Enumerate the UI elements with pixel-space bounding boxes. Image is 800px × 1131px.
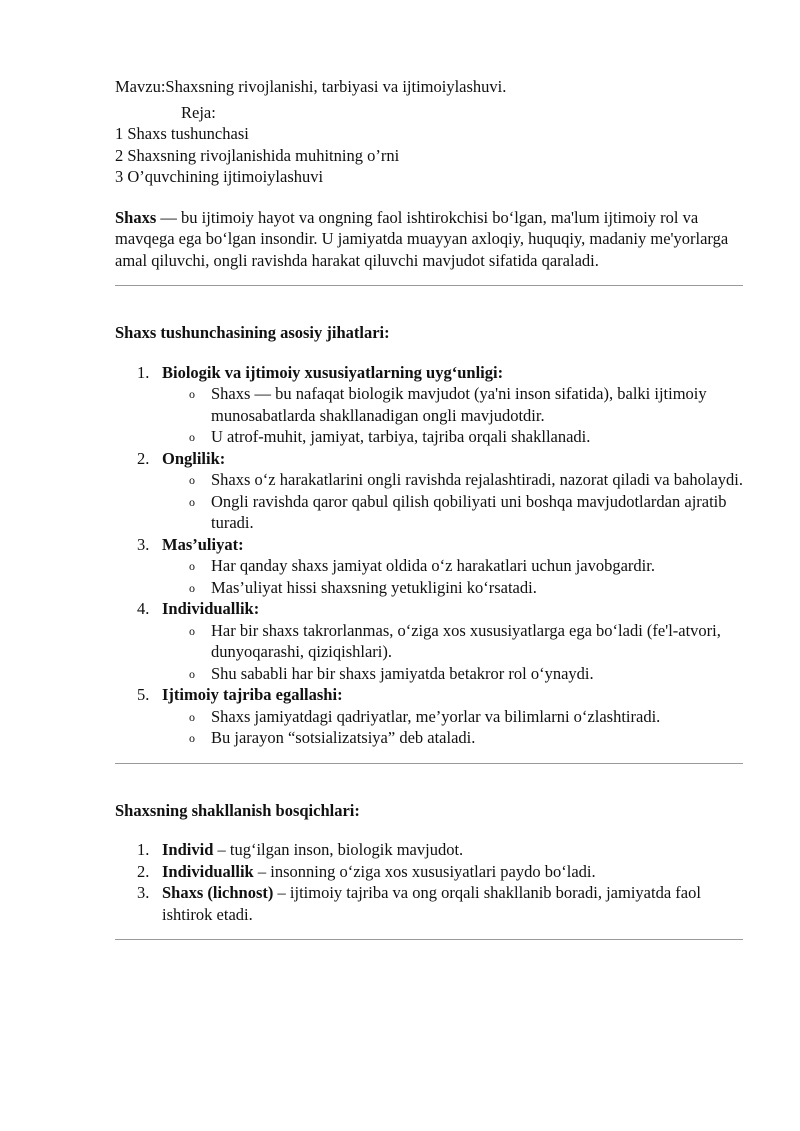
- sub-item: [162, 620, 743, 663]
- sub-item-text: Bu jarayon “sotsializatsiya” deb ataladi.: [211, 728, 476, 747]
- stages-list: [115, 839, 743, 925]
- list-item: [115, 882, 743, 925]
- sub-list: [162, 469, 743, 534]
- divider: [115, 763, 743, 764]
- item-text: – insonning o‘ziga xos xususiyatlari paydo bo‘ladi.: [253, 861, 596, 881]
- intro-term: Shaxs: [115, 207, 157, 227]
- plan-heading: [115, 102, 743, 124]
- item-number: 3.: [137, 883, 150, 902]
- plan-item: 1 Shaxs tushunchasi: [115, 124, 249, 143]
- sub-item-text: U atrof-muhit, jamiyat, tarbiya, tajriba orqali shakllanadi.: [211, 427, 591, 446]
- intro-paragraph: [115, 207, 743, 272]
- item-title: Biologik va ijtimoiy xususiyatlarning uyg‘unligi:: [162, 362, 504, 382]
- intro-text: — bu ijtimoiy hayot va ongning faol ishtirokchisi bo‘lgan, ma'lum ijtimoiy rol va mavqega ega bo‘lgan insondir. U jamiyatda muayyan axloqiy, huquqiy, madaniy me'yorlarga amal qiluvchi, ongli ravishda harakat qiluvchi mavjudot sifatida qaraladi.: [115, 207, 729, 270]
- bullet-icon: o: [189, 731, 195, 745]
- item-number: 2.: [137, 861, 150, 881]
- section-heading: Shaxsning shakllanish bosqichlari:: [115, 800, 360, 820]
- item-term: Individuallik: [162, 861, 254, 881]
- bullet-icon: o: [189, 709, 195, 724]
- item-term: Individ: [162, 840, 214, 859]
- section-heading: Shaxs tushunchasining asosiy jihatlari:: [115, 323, 390, 342]
- plan-heading-label: Reja:: [181, 102, 216, 122]
- sub-item-text: Har bir shaxs takrorlanmas, o‘ziga xos xususiyatlarga ega bo‘ladi (fe'l-atvori, dunyoqarashi, qiziqishlari).: [211, 620, 721, 661]
- sub-item-text: Shaxs jamiyatdagi qadriyatlar, me’yorlar va bilimlarni o‘zlashtiradi.: [211, 706, 661, 726]
- item-term: Shaxs (lichnost): [162, 883, 274, 902]
- item-title: Onglilik:: [162, 448, 226, 468]
- plan-item: 2 Shaxsning rivojlanishida muhitning o’rni: [115, 145, 400, 165]
- sub-list: [162, 555, 743, 598]
- bullet-icon: o: [189, 666, 195, 681]
- item-number: 5.: [137, 685, 150, 704]
- sub-item: [162, 491, 743, 534]
- sub-item: [162, 426, 743, 448]
- document-page: [115, 76, 743, 940]
- sub-list: [162, 706, 743, 749]
- sub-item-text: Mas’uliyat hissi shaxsning yetukligini ko‘rsatadi.: [211, 577, 537, 597]
- bullet-icon: o: [189, 430, 195, 444]
- item-number: 1.: [137, 362, 150, 382]
- sub-item-text: Har qanday shaxs jamiyat oldida o‘z harakatlari uchun javobgardir.: [211, 556, 655, 575]
- item-number: 4.: [137, 599, 150, 618]
- sub-item-text: Shaxs — bu nafaqat biologik mavjudot (ya'ni inson sifatida), balki ijtimoiy munosabatlarda shakllanadigan ongli mavjudotdir.: [211, 384, 707, 425]
- list-item: [115, 598, 743, 684]
- list-item: [115, 684, 743, 749]
- sub-item: [162, 469, 743, 491]
- sub-item: [162, 663, 743, 685]
- sub-item: [162, 577, 743, 599]
- aspects-list: [115, 362, 743, 749]
- item-title: Mas’uliyat:: [162, 534, 244, 554]
- item-text: – ijtimoiy tajriba va ong orqali shakllanib boradi, jamiyatda faol ishtirok etadi.: [162, 883, 701, 924]
- bullet-icon: o: [189, 623, 195, 638]
- document-title: Mavzu:Shaxsning rivojlanishi, tarbiyasi va ijtimoiylashuvi.: [115, 77, 507, 96]
- sub-item: [162, 383, 743, 426]
- sub-item: [162, 706, 743, 728]
- bullet-icon: o: [189, 387, 195, 401]
- bullet-icon: o: [189, 494, 195, 509]
- sub-item: [162, 727, 743, 749]
- item-number: 3.: [137, 534, 150, 554]
- list-item: [115, 362, 743, 448]
- sub-list: [162, 383, 743, 448]
- list-item: [115, 839, 743, 861]
- sub-item-text: Ongli ravishda qaror qabul qilish qobiliyati uni boshqa mavjudotlardan ajratib turadi.: [211, 491, 727, 532]
- plan-item: 3 O’quvchining ijtimoiylashuvi: [115, 167, 324, 186]
- list-item: [115, 534, 743, 599]
- item-number: 1.: [137, 840, 150, 859]
- divider: [115, 285, 743, 286]
- sub-list: [162, 620, 743, 685]
- bullet-icon: o: [189, 559, 195, 573]
- list-item: [115, 448, 743, 534]
- item-number: 2.: [137, 448, 150, 468]
- item-text: – tug‘ilgan inson, biologik mavjudot.: [213, 840, 464, 859]
- list-item: [115, 861, 743, 883]
- sub-item-text: Shaxs o‘z harakatlarini ongli ravishda rejalashtiradi, nazorat qiladi va baholaydi.: [211, 470, 743, 489]
- sub-item-text: Shu sababli har bir shaxs jamiyatda betakror rol o‘ynaydi.: [211, 663, 594, 683]
- sub-item: [162, 555, 743, 577]
- bullet-icon: o: [189, 580, 195, 595]
- item-title: Individuallik:: [162, 599, 260, 618]
- divider: [115, 939, 743, 940]
- item-title: Ijtimoiy tajriba egallashi:: [162, 685, 343, 704]
- bullet-icon: o: [189, 473, 195, 487]
